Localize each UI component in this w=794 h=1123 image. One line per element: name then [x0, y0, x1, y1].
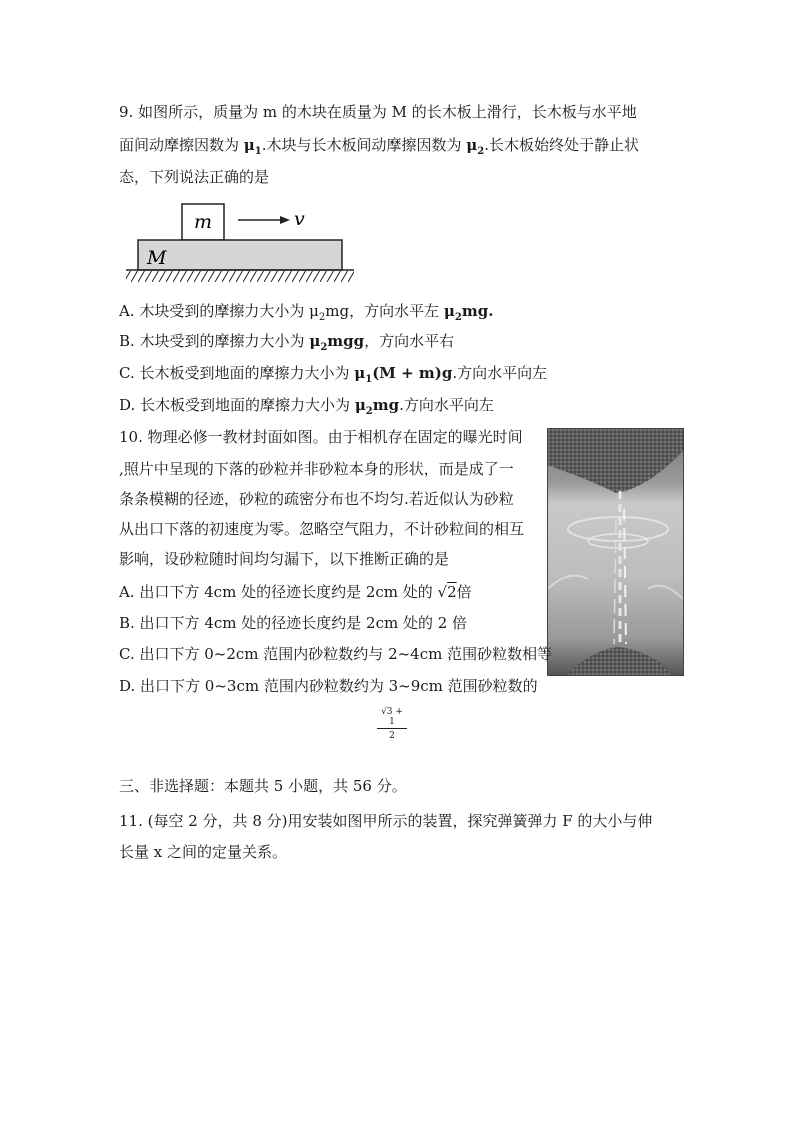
mu2-symbol: $\mu_2$: [466, 136, 485, 157]
velocity-label: v: [294, 208, 305, 230]
block-board-diagram: [124, 198, 356, 284]
section-3-heading: 三、非选择题：本题共 5 小题，共 56 分。: [119, 777, 407, 795]
q9-line-2-c: .长木板始终处于静止状: [484, 136, 640, 154]
mu1-symbol: $\mu_1$: [243, 136, 262, 157]
q10-line-1: 10. 物理必修一教材封面如图。由于相机存在固定的曝光时间: [119, 428, 523, 446]
q11-line-1: 11. (每空 2 分，共 8 分)用安装如图甲所示的装置，探究弹簧弹力 F 的大小与伸: [119, 812, 653, 830]
q9-option-a: A. 木块受到的摩擦力大小为 $\mu_2mg$，方向水平左 $\mu_2mg$.: [119, 302, 494, 323]
q10-option-c: C. 出口下方 0~2cm 范围内砂粒数约与 2~4cm 范围砂粒数相等: [119, 645, 553, 663]
q10-option-b: B. 出口下方 4cm 处的径迹长度约是 2cm 处的 2 倍: [119, 614, 468, 632]
q10-line-5: 影响，设砂粒随时间均匀漏下，以下推断正确的是: [119, 550, 450, 568]
hourglass-photo: [547, 428, 684, 676]
ground-hatch: [126, 271, 354, 282]
q9-option-d: D. 长木板受到地面的摩擦力大小为 $\mu_2mg$.方向水平向左: [119, 396, 494, 417]
q9-line-3: 态，下列说法正确的是: [119, 168, 270, 186]
fraction-numerator: √3 + 1: [377, 707, 407, 729]
q9-line-2-a: 面间动摩擦因数为: [119, 136, 244, 154]
fraction-denominator: 2: [389, 731, 395, 741]
q9-figure: [124, 198, 356, 284]
velocity-arrowhead: [280, 216, 290, 224]
q10-option-a: A. 出口下方 4cm 处的径迹长度约是 2cm 处的 √2倍: [119, 583, 472, 601]
board-M: [138, 240, 342, 270]
q10-fraction: [377, 707, 407, 741]
q10-line-4: 从出口下落的初速度为零。忽略空气阻力，不计砂粒间的相互: [119, 520, 525, 538]
q11-line-2: 长量 x 之间的定量关系。: [119, 843, 287, 861]
board-label: M: [147, 247, 167, 269]
q10-line-2: ,照片中呈现的下落的砂粒并非砂粒本身的形状，而是成了一: [119, 460, 514, 478]
hourglass-illustration: [548, 429, 683, 675]
q10-line-3: 条条模糊的径迹，砂粒的疏密分布也不均匀.若近似认为砂粒: [119, 490, 514, 508]
q10-option-d: D. 出口下方 0~3cm 范围内砂粒数约为 3~9cm 范围砂粒数的: [119, 677, 538, 695]
block-label: m: [193, 211, 213, 233]
q9-option-b: B. 木块受到的摩擦力大小为 $\mu_2mgg$，方向水平右: [119, 332, 455, 353]
q9-line-2: [119, 135, 639, 162]
q9-option-c: C. 长木板受到地面的摩擦力大小为 $\mu_1(M + m)g$.方向水平向左: [119, 364, 548, 385]
q9-line-1: 9. 如图所示，质量为 m 的木块在质量为 M 的长木板上滑行，长木板与水平地: [119, 103, 637, 121]
q9-line-2-b: .木块与长木板间动摩擦因数为: [261, 136, 467, 154]
